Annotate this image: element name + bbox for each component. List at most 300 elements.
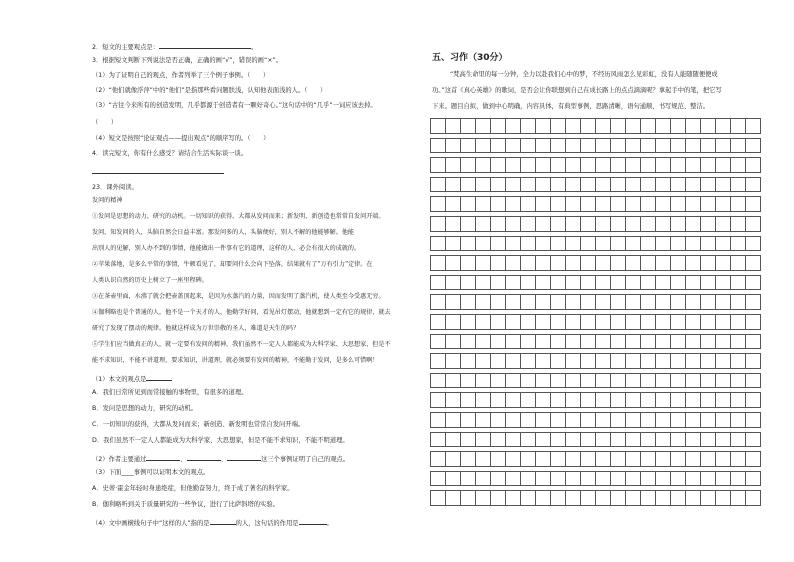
- grid-cell[interactable]: [520, 275, 536, 291]
- grid-cell[interactable]: [565, 451, 581, 467]
- grid-cell[interactable]: [730, 255, 746, 271]
- grid-cell[interactable]: [610, 432, 626, 448]
- grid-cell[interactable]: [445, 490, 461, 506]
- grid-cell[interactable]: [430, 196, 446, 212]
- grid-cell[interactable]: [520, 216, 536, 232]
- grid-cell[interactable]: [700, 138, 716, 154]
- grid-cell[interactable]: [490, 275, 506, 291]
- grid-cell[interactable]: [520, 412, 536, 428]
- grid-cell[interactable]: [430, 255, 446, 271]
- grid-cell[interactable]: [715, 432, 731, 448]
- grid-cell[interactable]: [460, 334, 476, 350]
- grid-cell[interactable]: [640, 177, 656, 193]
- grid-cell[interactable]: [715, 177, 731, 193]
- grid-cell[interactable]: [505, 373, 521, 389]
- grid-cell[interactable]: [670, 275, 686, 291]
- grid-cell[interactable]: [640, 255, 656, 271]
- grid-cell[interactable]: [550, 451, 566, 467]
- grid-cell[interactable]: [580, 196, 596, 212]
- grid-cell[interactable]: [670, 471, 686, 487]
- grid-cell[interactable]: [445, 196, 461, 212]
- grid-cell[interactable]: [490, 451, 506, 467]
- grid-cell[interactable]: [625, 118, 641, 134]
- grid-cell[interactable]: [655, 275, 671, 291]
- grid-cell[interactable]: [520, 314, 536, 330]
- grid-cell[interactable]: [550, 216, 566, 232]
- grid-cell[interactable]: [550, 432, 566, 448]
- grid-cell[interactable]: [745, 373, 761, 389]
- grid-cell[interactable]: [640, 216, 656, 232]
- grid-cell[interactable]: [595, 177, 611, 193]
- grid-cell[interactable]: [445, 157, 461, 173]
- grid-cell[interactable]: [535, 294, 551, 310]
- grid-cell[interactable]: [655, 294, 671, 310]
- grid-cell[interactable]: [730, 118, 746, 134]
- grid-cell[interactable]: [685, 118, 701, 134]
- grid-cell[interactable]: [610, 392, 626, 408]
- grid-cell[interactable]: [505, 138, 521, 154]
- grid-cell[interactable]: [700, 451, 716, 467]
- grid-cell[interactable]: [700, 353, 716, 369]
- grid-cell[interactable]: [685, 236, 701, 252]
- grid-cell[interactable]: [745, 334, 761, 350]
- grid-cell[interactable]: [430, 373, 446, 389]
- grid-cell[interactable]: [520, 138, 536, 154]
- grid-cell[interactable]: [610, 451, 626, 467]
- grid-cell[interactable]: [505, 490, 521, 506]
- grid-cell[interactable]: [580, 334, 596, 350]
- grid-cell[interactable]: [670, 196, 686, 212]
- grid-cell[interactable]: [685, 275, 701, 291]
- grid-cell[interactable]: [685, 373, 701, 389]
- grid-cell[interactable]: [625, 294, 641, 310]
- grid-cell[interactable]: [700, 236, 716, 252]
- grid-cell[interactable]: [715, 392, 731, 408]
- grid-cell[interactable]: [655, 432, 671, 448]
- grid-cell[interactable]: [640, 471, 656, 487]
- grid-cell[interactable]: [460, 353, 476, 369]
- grid-cell[interactable]: [520, 294, 536, 310]
- grid-cell[interactable]: [670, 157, 686, 173]
- grid-cell[interactable]: [535, 471, 551, 487]
- grid-cell[interactable]: [550, 236, 566, 252]
- grid-cell[interactable]: [745, 196, 761, 212]
- grid-cell[interactable]: [535, 353, 551, 369]
- grid-cell[interactable]: [745, 490, 761, 506]
- grid-cell[interactable]: [490, 294, 506, 310]
- grid-cell[interactable]: [430, 490, 446, 506]
- grid-cell[interactable]: [685, 157, 701, 173]
- grid-cell[interactable]: [580, 275, 596, 291]
- grid-cell[interactable]: [685, 353, 701, 369]
- grid-cell[interactable]: [550, 392, 566, 408]
- grid-cell[interactable]: [490, 255, 506, 271]
- grid-cell[interactable]: [445, 236, 461, 252]
- grid-cell[interactable]: [610, 118, 626, 134]
- grid-cell[interactable]: [745, 412, 761, 428]
- grid-cell[interactable]: [475, 412, 491, 428]
- grid-cell[interactable]: [550, 373, 566, 389]
- grid-cell[interactable]: [475, 334, 491, 350]
- grid-cell[interactable]: [535, 177, 551, 193]
- grid-cell[interactable]: [550, 196, 566, 212]
- grid-cell[interactable]: [505, 471, 521, 487]
- grid-cell[interactable]: [445, 334, 461, 350]
- grid-cell[interactable]: [730, 196, 746, 212]
- grid-cell[interactable]: [535, 392, 551, 408]
- grid-cell[interactable]: [715, 118, 731, 134]
- grid-cell[interactable]: [580, 490, 596, 506]
- grid-cell[interactable]: [520, 157, 536, 173]
- grid-cell[interactable]: [700, 432, 716, 448]
- grid-cell[interactable]: [625, 451, 641, 467]
- grid-cell[interactable]: [625, 255, 641, 271]
- grid-cell[interactable]: [670, 216, 686, 232]
- grid-cell[interactable]: [490, 490, 506, 506]
- grid-cell[interactable]: [610, 471, 626, 487]
- grid-cell[interactable]: [475, 294, 491, 310]
- grid-cell[interactable]: [580, 432, 596, 448]
- grid-cell[interactable]: [550, 412, 566, 428]
- grid-cell[interactable]: [505, 177, 521, 193]
- grid-cell[interactable]: [625, 314, 641, 330]
- grid-cell[interactable]: [520, 177, 536, 193]
- grid-cell[interactable]: [505, 196, 521, 212]
- grid-cell[interactable]: [550, 177, 566, 193]
- grid-cell[interactable]: [490, 196, 506, 212]
- grid-cell[interactable]: [445, 412, 461, 428]
- grid-cell[interactable]: [685, 334, 701, 350]
- grid-cell[interactable]: [670, 490, 686, 506]
- grid-cell[interactable]: [460, 118, 476, 134]
- grid-cell[interactable]: [550, 157, 566, 173]
- grid-cell[interactable]: [595, 432, 611, 448]
- grid-cell[interactable]: [520, 118, 536, 134]
- grid-cell[interactable]: [700, 255, 716, 271]
- answer-blank[interactable]: [210, 518, 236, 525]
- grid-cell[interactable]: [625, 138, 641, 154]
- grid-cell[interactable]: [580, 157, 596, 173]
- grid-cell[interactable]: [460, 471, 476, 487]
- grid-cell[interactable]: [430, 392, 446, 408]
- grid-cell[interactable]: [730, 275, 746, 291]
- grid-cell[interactable]: [535, 118, 551, 134]
- grid-cell[interactable]: [475, 451, 491, 467]
- grid-cell[interactable]: [730, 353, 746, 369]
- grid-cell[interactable]: [505, 236, 521, 252]
- grid-cell[interactable]: [490, 314, 506, 330]
- grid-cell[interactable]: [700, 471, 716, 487]
- grid-cell[interactable]: [430, 236, 446, 252]
- grid-cell[interactable]: [535, 373, 551, 389]
- grid-cell[interactable]: [715, 157, 731, 173]
- grid-cell[interactable]: [640, 236, 656, 252]
- grid-cell[interactable]: [565, 432, 581, 448]
- grid-cell[interactable]: [610, 157, 626, 173]
- grid-cell[interactable]: [445, 314, 461, 330]
- grid-cell[interactable]: [715, 196, 731, 212]
- grid-cell[interactable]: [550, 353, 566, 369]
- grid-cell[interactable]: [670, 392, 686, 408]
- grid-cell[interactable]: [580, 255, 596, 271]
- grid-cell[interactable]: [655, 196, 671, 212]
- grid-cell[interactable]: [460, 236, 476, 252]
- grid-cell[interactable]: [640, 392, 656, 408]
- grid-cell[interactable]: [430, 432, 446, 448]
- grid-cell[interactable]: [730, 373, 746, 389]
- grid-cell[interactable]: [595, 118, 611, 134]
- grid-cell[interactable]: [700, 392, 716, 408]
- grid-cell[interactable]: [550, 490, 566, 506]
- grid-cell[interactable]: [700, 412, 716, 428]
- grid-cell[interactable]: [625, 157, 641, 173]
- grid-cell[interactable]: [685, 412, 701, 428]
- grid-cell[interactable]: [490, 177, 506, 193]
- grid-cell[interactable]: [535, 255, 551, 271]
- grid-cell[interactable]: [700, 216, 716, 232]
- grid-cell[interactable]: [475, 353, 491, 369]
- grid-cell[interactable]: [730, 490, 746, 506]
- grid-cell[interactable]: [505, 353, 521, 369]
- grid-cell[interactable]: [505, 255, 521, 271]
- grid-cell[interactable]: [745, 255, 761, 271]
- writing-grid[interactable]: [430, 118, 760, 510]
- grid-cell[interactable]: [700, 314, 716, 330]
- grid-cell[interactable]: [595, 412, 611, 428]
- grid-cell[interactable]: [610, 334, 626, 350]
- grid-cell[interactable]: [505, 314, 521, 330]
- grid-cell[interactable]: [490, 392, 506, 408]
- grid-cell[interactable]: [475, 255, 491, 271]
- grid-cell[interactable]: [655, 177, 671, 193]
- grid-cell[interactable]: [730, 138, 746, 154]
- grid-cell[interactable]: [745, 236, 761, 252]
- answer-blank[interactable]: [187, 454, 221, 461]
- grid-cell[interactable]: [460, 392, 476, 408]
- grid-cell[interactable]: [595, 353, 611, 369]
- grid-cell[interactable]: [490, 236, 506, 252]
- answer-blank[interactable]: [227, 454, 261, 461]
- grid-cell[interactable]: [655, 471, 671, 487]
- grid-cell[interactable]: [565, 471, 581, 487]
- grid-cell[interactable]: [625, 275, 641, 291]
- grid-cell[interactable]: [595, 255, 611, 271]
- grid-cell[interactable]: [445, 373, 461, 389]
- answer-line[interactable]: [92, 173, 224, 174]
- grid-cell[interactable]: [700, 373, 716, 389]
- grid-cell[interactable]: [475, 196, 491, 212]
- grid-cell[interactable]: [460, 255, 476, 271]
- answer-blank[interactable]: [146, 454, 180, 461]
- grid-cell[interactable]: [670, 294, 686, 310]
- grid-cell[interactable]: [565, 275, 581, 291]
- grid-cell[interactable]: [715, 236, 731, 252]
- grid-cell[interactable]: [715, 334, 731, 350]
- grid-cell[interactable]: [670, 118, 686, 134]
- grid-cell[interactable]: [520, 490, 536, 506]
- grid-cell[interactable]: [505, 451, 521, 467]
- grid-cell[interactable]: [595, 373, 611, 389]
- grid-cell[interactable]: [505, 118, 521, 134]
- grid-cell[interactable]: [430, 177, 446, 193]
- grid-cell[interactable]: [565, 236, 581, 252]
- grid-cell[interactable]: [730, 294, 746, 310]
- grid-cell[interactable]: [445, 118, 461, 134]
- grid-cell[interactable]: [550, 118, 566, 134]
- grid-cell[interactable]: [640, 353, 656, 369]
- grid-cell[interactable]: [745, 314, 761, 330]
- grid-cell[interactable]: [445, 138, 461, 154]
- grid-cell[interactable]: [475, 314, 491, 330]
- answer-blank[interactable]: [146, 374, 172, 381]
- grid-cell[interactable]: [655, 392, 671, 408]
- grid-cell[interactable]: [730, 392, 746, 408]
- grid-cell[interactable]: [685, 392, 701, 408]
- grid-cell[interactable]: [565, 314, 581, 330]
- grid-cell[interactable]: [715, 255, 731, 271]
- grid-cell[interactable]: [655, 334, 671, 350]
- grid-cell[interactable]: [715, 490, 731, 506]
- grid-cell[interactable]: [595, 471, 611, 487]
- grid-cell[interactable]: [625, 392, 641, 408]
- grid-cell[interactable]: [700, 334, 716, 350]
- grid-cell[interactable]: [430, 412, 446, 428]
- grid-cell[interactable]: [700, 490, 716, 506]
- grid-cell[interactable]: [580, 451, 596, 467]
- grid-cell[interactable]: [460, 275, 476, 291]
- grid-cell[interactable]: [565, 294, 581, 310]
- grid-cell[interactable]: [640, 138, 656, 154]
- grid-cell[interactable]: [460, 216, 476, 232]
- grid-cell[interactable]: [610, 373, 626, 389]
- grid-cell[interactable]: [685, 314, 701, 330]
- grid-cell[interactable]: [670, 236, 686, 252]
- grid-cell[interactable]: [610, 294, 626, 310]
- grid-cell[interactable]: [460, 138, 476, 154]
- grid-cell[interactable]: [595, 392, 611, 408]
- grid-cell[interactable]: [670, 177, 686, 193]
- grid-cell[interactable]: [490, 412, 506, 428]
- grid-cell[interactable]: [610, 138, 626, 154]
- grid-cell[interactable]: [580, 236, 596, 252]
- grid-cell[interactable]: [685, 294, 701, 310]
- grid-cell[interactable]: [580, 314, 596, 330]
- grid-cell[interactable]: [595, 236, 611, 252]
- grid-cell[interactable]: [460, 412, 476, 428]
- grid-cell[interactable]: [745, 138, 761, 154]
- grid-cell[interactable]: [715, 138, 731, 154]
- grid-cell[interactable]: [730, 334, 746, 350]
- grid-cell[interactable]: [535, 275, 551, 291]
- grid-cell[interactable]: [580, 138, 596, 154]
- grid-cell[interactable]: [640, 451, 656, 467]
- grid-cell[interactable]: [595, 275, 611, 291]
- grid-cell[interactable]: [520, 373, 536, 389]
- grid-cell[interactable]: [745, 451, 761, 467]
- grid-cell[interactable]: [715, 471, 731, 487]
- grid-cell[interactable]: [670, 412, 686, 428]
- grid-cell[interactable]: [490, 138, 506, 154]
- grid-cell[interactable]: [715, 275, 731, 291]
- grid-cell[interactable]: [640, 314, 656, 330]
- grid-cell[interactable]: [535, 157, 551, 173]
- grid-cell[interactable]: [670, 138, 686, 154]
- grid-cell[interactable]: [580, 392, 596, 408]
- grid-cell[interactable]: [610, 177, 626, 193]
- grid-cell[interactable]: [745, 118, 761, 134]
- grid-cell[interactable]: [430, 275, 446, 291]
- grid-cell[interactable]: [655, 353, 671, 369]
- grid-cell[interactable]: [730, 236, 746, 252]
- grid-cell[interactable]: [565, 216, 581, 232]
- grid-cell[interactable]: [655, 314, 671, 330]
- grid-cell[interactable]: [520, 196, 536, 212]
- grid-cell[interactable]: [445, 255, 461, 271]
- grid-cell[interactable]: [715, 294, 731, 310]
- grid-cell[interactable]: [490, 353, 506, 369]
- grid-cell[interactable]: [685, 177, 701, 193]
- grid-cell[interactable]: [610, 255, 626, 271]
- grid-cell[interactable]: [490, 157, 506, 173]
- grid-cell[interactable]: [460, 294, 476, 310]
- grid-cell[interactable]: [505, 392, 521, 408]
- grid-cell[interactable]: [730, 216, 746, 232]
- grid-cell[interactable]: [640, 118, 656, 134]
- grid-cell[interactable]: [535, 334, 551, 350]
- grid-cell[interactable]: [475, 490, 491, 506]
- grid-cell[interactable]: [550, 471, 566, 487]
- grid-cell[interactable]: [460, 196, 476, 212]
- grid-cell[interactable]: [730, 471, 746, 487]
- answer-blank[interactable]: [299, 518, 327, 525]
- grid-cell[interactable]: [580, 412, 596, 428]
- grid-cell[interactable]: [565, 177, 581, 193]
- grid-cell[interactable]: [730, 412, 746, 428]
- grid-cell[interactable]: [700, 118, 716, 134]
- grid-cell[interactable]: [640, 432, 656, 448]
- grid-cell[interactable]: [700, 177, 716, 193]
- grid-cell[interactable]: [475, 275, 491, 291]
- grid-cell[interactable]: [505, 157, 521, 173]
- grid-cell[interactable]: [430, 216, 446, 232]
- grid-cell[interactable]: [535, 451, 551, 467]
- grid-cell[interactable]: [625, 432, 641, 448]
- grid-cell[interactable]: [445, 392, 461, 408]
- grid-cell[interactable]: [535, 236, 551, 252]
- grid-cell[interactable]: [445, 353, 461, 369]
- grid-cell[interactable]: [625, 490, 641, 506]
- grid-cell[interactable]: [685, 432, 701, 448]
- grid-cell[interactable]: [505, 412, 521, 428]
- grid-cell[interactable]: [685, 216, 701, 232]
- grid-cell[interactable]: [655, 118, 671, 134]
- grid-cell[interactable]: [535, 432, 551, 448]
- grid-cell[interactable]: [625, 412, 641, 428]
- grid-cell[interactable]: [595, 294, 611, 310]
- grid-cell[interactable]: [580, 118, 596, 134]
- grid-cell[interactable]: [685, 138, 701, 154]
- grid-cell[interactable]: [565, 392, 581, 408]
- grid-cell[interactable]: [505, 216, 521, 232]
- grid-cell[interactable]: [475, 432, 491, 448]
- grid-cell[interactable]: [445, 294, 461, 310]
- grid-cell[interactable]: [685, 490, 701, 506]
- grid-cell[interactable]: [610, 314, 626, 330]
- grid-cell[interactable]: [475, 373, 491, 389]
- grid-cell[interactable]: [460, 314, 476, 330]
- grid-cell[interactable]: [700, 157, 716, 173]
- grid-cell[interactable]: [595, 216, 611, 232]
